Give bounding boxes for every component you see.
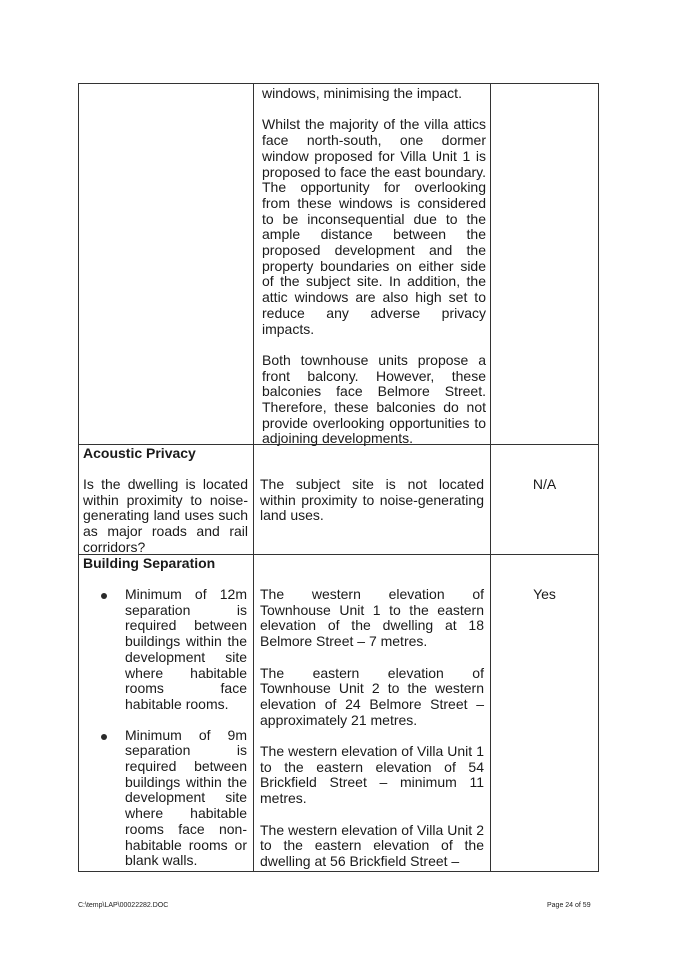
- privacy-response-paragraph: Whilst the majority of the villa attics face north-south, one dormer window proposed for Villa Unit 1 is proposed to face the east boundary. The opportunity for overlooking from these windows is considered to be inconsequential due to the ample distance between the proposed development and the property boundaries on either side of the subject site. In addition, the attic windows are also high set to reduce any adverse privacy impacts.: [262, 116, 486, 337]
- column-divider-1: [253, 83, 254, 872]
- table-border-top: [78, 83, 599, 84]
- acoustic-privacy-heading: Acoustic Privacy: [83, 445, 196, 461]
- separation-response-paragraph: The western elevation of Villa Unit 2 to the eastern elevation of the dwelling at 56 Brickfield Street –: [260, 821, 484, 869]
- footer-page-number: Page 24 of 59: [547, 902, 591, 909]
- acoustic-compliance: N/A: [532, 476, 557, 492]
- building-separation-heading: Building Separation: [83, 555, 216, 571]
- privacy-response-paragraph: windows, minimising the impact.: [262, 85, 462, 101]
- separation-response-paragraph: The western elevation of Villa Unit 1 to the eastern elevation of 54 Brickfield Street – minimum 11 metres.: [260, 743, 484, 807]
- table-border-left: [78, 83, 79, 872]
- table-border-right: [598, 83, 599, 872]
- separation-compliance: Yes: [533, 586, 556, 602]
- acoustic-response: The subject site is not located within proximity to noise-generating land uses.: [260, 476, 484, 524]
- privacy-response-paragraph: Both townhouse units propose a front balcony. However, these balconies face Belmore Street. Therefore, these balconies do not provide overlooking opportunities to adjoining developments.: [262, 351, 486, 447]
- list-item: [83, 728, 247, 869]
- bullet-icon: [101, 734, 107, 740]
- separation-requirements-list: [83, 587, 247, 884]
- requirement-text: Minimum of 12m separation is required between buildings within the development site where habitable rooms face habitable rooms.: [125, 586, 247, 712]
- separation-response-cell: [260, 587, 484, 870]
- privacy-response-cell: [262, 86, 486, 447]
- bullet-icon: [101, 593, 107, 599]
- acoustic-question: Is the dwelling is located within proximity to noise-generating land uses such as major roads and rail corridors?: [83, 476, 248, 555]
- footer-file-path: C:\temp\LAP\00022282.DOC: [78, 902, 169, 909]
- requirement-text: Minimum of 9m separation is required between buildings within the development site where habitable rooms face non-habitable rooms or blank walls.: [125, 726, 247, 869]
- separation-response-paragraph: The eastern elevation of Townhouse Unit 2 to the western elevation of 24 Belmore Street – approximately 21 metres.: [260, 664, 484, 728]
- separation-response-paragraph: The western elevation of Townhouse Unit 1 to the eastern elevation of the dwelling at 18 Belmore Street – 7 metres.: [260, 586, 484, 650]
- assessment-table: [78, 83, 599, 872]
- list-item: [83, 587, 247, 713]
